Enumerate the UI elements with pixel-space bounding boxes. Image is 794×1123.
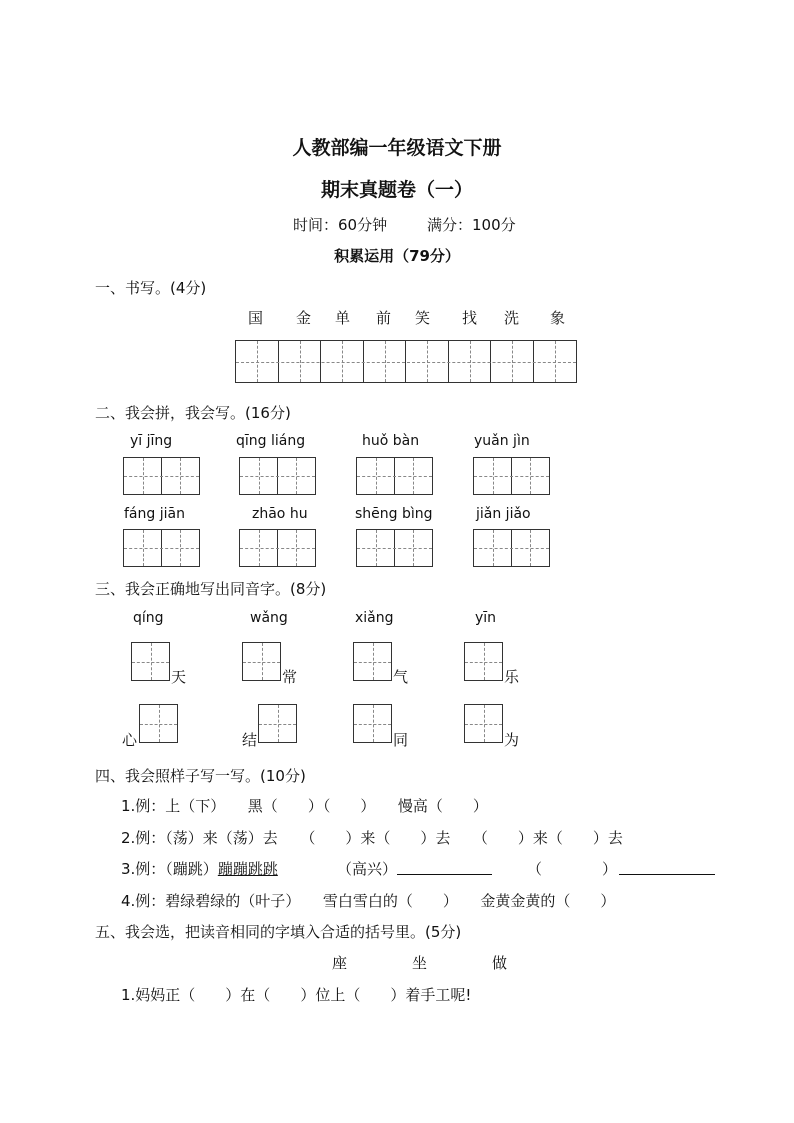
q3-heading: 三、我会正确地写出同音字。(8分) xyxy=(95,580,327,598)
q3-char: 为 xyxy=(504,731,520,749)
q3-pinyin: yīn xyxy=(475,610,497,626)
q3-char: 常 xyxy=(282,668,298,686)
q1-char: 笑 xyxy=(415,309,431,327)
grid-dashed-guide xyxy=(240,476,315,477)
q4-l3-example-label: 3.例：（蹦跳） xyxy=(121,860,218,878)
page-title: 人教部编一年级语文下册 xyxy=(292,137,502,159)
grid-dashed-guide xyxy=(474,548,549,549)
q1-char: 洗 xyxy=(504,309,520,327)
q4-line-2: 2.例：（荡）来（荡）去 （ ）来（ ）去 （ ）来（ ）去 xyxy=(121,829,623,847)
q2-pinyin: qīng liáng xyxy=(236,433,306,449)
grid-dashed-guide xyxy=(140,724,177,725)
page-subtitle: 期末真题卷（一） xyxy=(320,179,473,201)
grid-dashed-guide xyxy=(236,362,576,363)
q3-char: 天 xyxy=(171,668,187,686)
q1-heading: 一、书写。(4分) xyxy=(95,279,207,297)
q2-answer-grid[interactable] xyxy=(239,457,316,495)
section-title: 积累运用（79分） xyxy=(334,247,460,265)
grid-dashed-guide xyxy=(259,724,296,725)
q3-char: 结 xyxy=(242,731,258,749)
q2-answer-grid[interactable] xyxy=(239,529,316,567)
q5-choice: 坐 xyxy=(412,954,428,972)
q2-pinyin: huǒ bàn xyxy=(362,433,420,449)
q4-l3-example-answer: 蹦蹦跳跳 xyxy=(217,860,278,878)
q3-answer-box[interactable] xyxy=(258,704,297,743)
q3-answer-box[interactable] xyxy=(139,704,178,743)
q4-line-4: 4.例：碧绿碧绿的（叶子） 雪白雪白的（ ） 金黄金黄的（ ） xyxy=(121,892,616,910)
q4-line-3 xyxy=(121,858,278,879)
grid-dashed-guide xyxy=(465,662,502,663)
q1-char: 找 xyxy=(462,309,478,327)
q5-choice: 座 xyxy=(332,954,348,972)
q2-pinyin: zhāo hu xyxy=(252,506,308,522)
grid-dashed-guide xyxy=(132,662,169,663)
q1-writing-grid[interactable] xyxy=(235,340,577,383)
q3-char: 气 xyxy=(393,668,409,686)
grid-dashed-guide xyxy=(474,476,549,477)
grid-dashed-guide xyxy=(357,476,432,477)
q3-answer-box[interactable] xyxy=(464,704,503,743)
q1-char: 金 xyxy=(296,309,312,327)
q2-heading: 二、我会拼，我会写。(16分) xyxy=(95,404,291,422)
q2-answer-grid[interactable] xyxy=(356,457,433,495)
q3-pinyin: qíng xyxy=(133,610,164,626)
q1-char: 国 xyxy=(248,309,264,327)
q4-l3-blank[interactable] xyxy=(397,858,492,875)
q2-answer-grid[interactable] xyxy=(473,529,550,567)
q3-answer-box[interactable] xyxy=(464,642,503,681)
q1-char: 象 xyxy=(550,309,566,327)
q4-l3-paren[interactable]: （ ） xyxy=(527,860,618,878)
q2-pinyin: yī jīng xyxy=(130,433,173,449)
q3-answer-box[interactable] xyxy=(131,642,170,681)
grid-dashed-guide xyxy=(240,548,315,549)
grid-dashed-guide xyxy=(354,662,391,663)
q2-answer-grid[interactable] xyxy=(123,529,200,567)
q3-answer-box[interactable] xyxy=(242,642,281,681)
q4-l3-prompt: （高兴） xyxy=(337,860,398,878)
q4-heading: 四、我会照样子写一写。(10分) xyxy=(95,767,306,785)
q4-l3-blank[interactable] xyxy=(619,858,715,875)
q2-answer-grid[interactable] xyxy=(356,529,433,567)
q2-answer-grid[interactable] xyxy=(473,457,550,495)
exam-score: 满分：100分 xyxy=(427,216,516,234)
q3-answer-box[interactable] xyxy=(353,642,392,681)
q2-pinyin: fáng jiān xyxy=(124,506,185,522)
q2-pinyin: shēng bìng xyxy=(355,506,433,522)
q3-pinyin: xiǎng xyxy=(355,610,394,626)
grid-dashed-guide xyxy=(465,724,502,725)
exam-time: 时间：60分钟 xyxy=(293,216,388,234)
q5-line-1: 1.妈妈正（ ）在（ ）位上（ ）着手工呢! xyxy=(121,986,472,1004)
grid-dashed-guide xyxy=(124,548,199,549)
q4-line-1: 1.例：上（下） 黑（ ）（ ） 慢高（ ） xyxy=(121,797,488,815)
grid-dashed-guide xyxy=(124,476,199,477)
q3-char: 心 xyxy=(122,731,138,749)
q2-answer-grid[interactable] xyxy=(123,457,200,495)
q3-char: 乐 xyxy=(504,668,520,686)
q5-heading: 五、我会选，把读音相同的字填入合适的括号里。(5分) xyxy=(95,923,462,941)
grid-dashed-guide xyxy=(354,724,391,725)
q5-choice: 做 xyxy=(492,954,508,972)
q3-char: 同 xyxy=(393,731,409,749)
q3-pinyin: wǎng xyxy=(250,610,288,626)
q1-char: 前 xyxy=(376,309,392,327)
q2-pinyin: jiǎn jiǎo xyxy=(476,506,531,522)
grid-dashed-guide xyxy=(243,662,280,663)
q1-char: 单 xyxy=(335,309,351,327)
q3-answer-box[interactable] xyxy=(353,704,392,743)
grid-dashed-guide xyxy=(357,548,432,549)
q2-pinyin: yuǎn jìn xyxy=(474,433,530,449)
